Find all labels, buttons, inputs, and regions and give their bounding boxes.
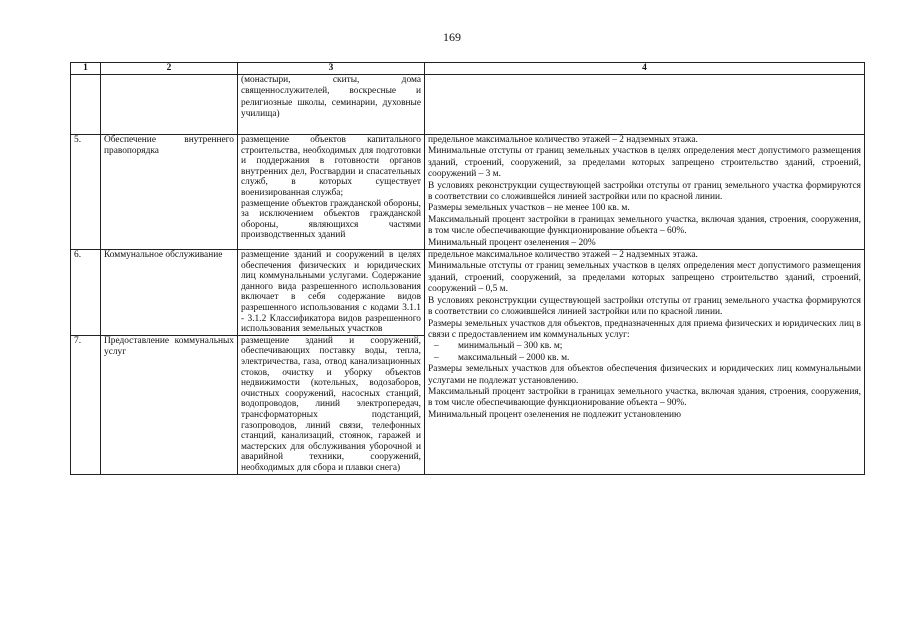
cell-description [238, 75, 425, 135]
column-header-4: 4 [425, 63, 865, 75]
continuation-text: (монастыри, скиты, дома священнослужителей, воскресные и религиозные школы, семинарии, духовные училища) [241, 75, 421, 120]
use-name: Коммунальное обслуживание [101, 250, 238, 336]
row-number: 5. [71, 135, 101, 250]
header-row [71, 63, 865, 75]
row-number: 7. [71, 335, 101, 474]
column-header-1: 1 [71, 63, 101, 75]
column-header-3: 3 [238, 63, 425, 75]
use-name: Обеспечение внутреннего правопорядка [101, 135, 238, 250]
list-item: – максимальный – 2000 кв. м. [434, 352, 570, 363]
page-number: 169 [443, 30, 461, 44]
use-description: размещение объектов капитального строительства, необходимых для подготовки и поддержания в готовности органов внутренних дел, Росгвардии и спасательных служб, в которых существует военизированная служба; размещение объектов гражданской обороны, за исключением объектов гражданской обороны, являющихся частями производственных зданий [238, 135, 425, 250]
use-description: размещение зданий и сооружений, обеспечивающих поставку воды, тепла, электричества, газа, отвод канализационных стоков, очистку и уборку объектов недвижимости (котельных, водозаборов, очистных сооружений, насосных станций, водопроводов, линий электропередач, трансформаторных подстанций, газопроводов, линий связи, телефонных станций, канализаций, стоянок, гаражей и мастерских для обслуживания уборочной и аварийной техники, сооружений, необходимых для сбора и плавки снега) [238, 335, 425, 474]
table-row-continuation [71, 75, 865, 135]
list-item: – минимальный – 300 кв. м; [434, 341, 563, 352]
row-number: 6. [71, 250, 101, 336]
use-parameters: предельное максимальное количество этажей – 2 надземных этажа. Минимальные отступы от границ земельных участков в целях определения мест допустимого размещения зданий, строений, сооружений, за пределами которых запрещено строительство зданий, строений, сооружений – 3 м. В условиях реконструкции существующей застройки отступы от границ земельного участка формируются в соответствии со сложившейся линией застройки или по красной линии. Размеры земельных участков – не менее 100 кв. м. Максимальный процент застройки в границах земельного участка, включая здания, строения, сооружения, в том числе обеспечивающие функционирование объекта – 60%. Минимальный процент озеленения – 20% [425, 135, 865, 250]
cell-params [425, 75, 865, 135]
table-row [71, 250, 865, 336]
cell-num [71, 75, 101, 135]
use-parameters: предельное максимальное количество этажей – 2 надземных этажа. Минимальные отступы от границ земельных участков в целях определения мест допустимого размещения зданий, строений, сооружений, за пределами которых запрещено строительство зданий, строений, сооружений – 0,5 м. В условиях реконструкции существующей застройки отступы от границ земельного участка формируются в соответствии со сложившейся линией застройки или по красной линии. Размеры земельных участков для объектов, предназначенных для приема физических и юридических лиц в связи с предоставлением им коммунальных услуг: – минимальный – 300 кв. м; – максимальный – 2000 кв. м. Размеры земельных участков для объектов обеспечения физических и юридических лиц коммунальными услугами не подлежат установлению. Максимальный процент застройки в границах земельного участка, включая здания, строения, сооружения, в том числе обеспечивающие функционирование объекта – 90%. Минимальный процент озеленения не подлежит установлению [425, 250, 865, 474]
column-header-2: 2 [101, 63, 238, 75]
table-row [71, 135, 865, 250]
use-description: размещение зданий и сооружений в целях обеспечения физических и юридических лиц коммунальными услугами. Содержание данного вида разрешенного использования включает в себя содержание видов разрешенного использования с кодами 3.1.1 - 3.1.2 Классификатора видов разрешенного использования земельных участков [238, 250, 425, 336]
use-name: Предоставление коммунальных услуг [101, 335, 238, 474]
regulations-table [70, 62, 865, 475]
cell-name [101, 75, 238, 135]
